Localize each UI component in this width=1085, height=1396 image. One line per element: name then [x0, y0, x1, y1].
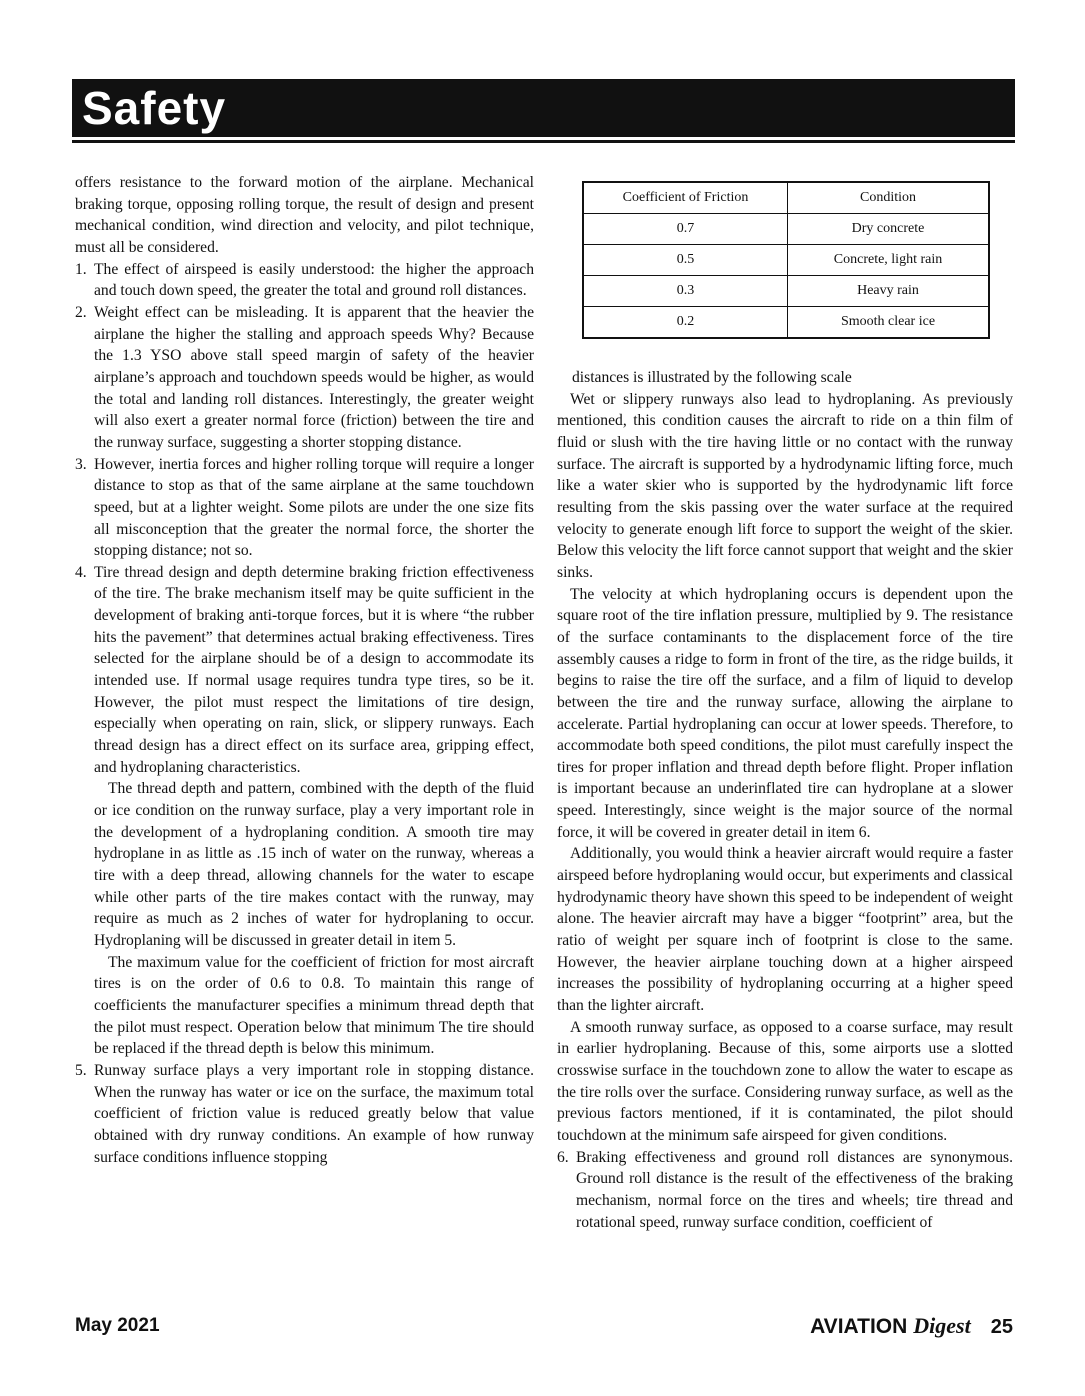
right-column — [557, 367, 1013, 1233]
left-column — [75, 172, 534, 1168]
coefficient-cell: 0.2 — [583, 307, 788, 339]
heavier-aircraft-paragraph: Additionally, you would think a heavier aircraft would require a faster airspeed before hydroplaning would occur, but experiments and classical hydrodynamic theory have shown this speed to be independent of weight alone. The heavier aircraft may have a bigger “footprint” area, but the ratio of weight per square inch of footprint is close to the same. However, the heavier airplane touching down at a higher airspeed increases the possibility of hydroplaning occurring at a higher speed than the lighter aircraft. — [557, 845, 1013, 1015]
hydroplaning-velocity-paragraph: The velocity at which hydroplaning occurs is dependent upon the square root of the tire inflation pressure, multiplied by 9. The resistance of the surface contaminants to the displacement force of the tire assembly causes a ridge to form in front of the tire, as the ridge builds, it begins to raise the tire off the surface, and a film of liquid to develop between the tire and the runway surface, allowing the airplane to accelerate. Partial hydroplaning can occur at lower speeds. Therefore, to accommodate both speed conditions, the pilot must carefully inspect the tires for proper inflation and thread depth before flight. Proper inflation is important because an underinflated tire can hydroplane at a slower speed. Interestingly, since weight is the major source of the normal force, it will be covered in greater detail in item 6. — [557, 585, 1013, 841]
table-row — [583, 276, 989, 307]
list-item-text: The effect of airspeed is easily understood: the higher the approach and touch down speed, the greater the total and ground roll distances. — [94, 260, 534, 300]
max-coefficient-paragraph: The maximum value for the coefficient of friction for most aircraft tires is on the order of 0.6 to 0.8. To maintain this range of coefficients the manufacturer specifies a minimum thread depth that the pilot must respect. Operation below that minimum The tire should be replaced if the thread depth is below this minimum. — [94, 953, 534, 1058]
table-row — [583, 214, 989, 245]
section-header-bar — [72, 79, 1015, 140]
page-number: 25 — [990, 1316, 1013, 1338]
coefficient-cell: 0.5 — [583, 245, 788, 276]
list-item-text: Braking effectiveness and ground roll distances are synonymous. Ground roll distance is the result of the effectiveness of the braking mechanism, normal force on the tires and wheels; tire thread and rotational speed, runway surface condition, coefficient of — [576, 1148, 1013, 1231]
list-number: 5. — [75, 1061, 87, 1079]
masthead-aviation: AVIATION — [810, 1315, 908, 1338]
list-number: 4. — [75, 563, 87, 581]
masthead-digest: Digest — [913, 1313, 971, 1338]
table-header-row — [583, 182, 989, 214]
list-number: 3. — [75, 455, 87, 473]
table-row — [583, 245, 989, 276]
table-header-coefficient: Coefficient of Friction — [583, 182, 788, 214]
table-header-condition: Condition — [788, 182, 990, 214]
intro-paragraph: offers resistance to the forward motion of the airplane. Mechanical braking torque, opposing rolling torque, the result of design and present mechanical condition, wind direction and velocity, and pilot technique, must all be considered. — [75, 174, 534, 256]
list-item-text: However, inertia forces and higher rolling torque will require a longer distance to stop as that of the same airplane at the same touchdown speed, but at a lighter weight. Some pilots are under the one size fits all misconception that the greater the normal force, the shorter the stopping distance; not so. — [94, 455, 534, 560]
thread-depth-paragraph: The thread depth and pattern, combined with the depth of the fluid or ice condition on the runway surface, play a very important role in the development of a hydroplaning condition. A smooth tire may hydroplane in as little as .15 inch of water on the runway, whereas a tire with a deep thread, allowing channels for the water to escape while other parts of the tire makes contact with the runway, may require as much as 2 inches of water for hydroplaning to occur. Hydroplaning will be discussed in greater detail in item 5. — [94, 780, 534, 949]
condition-cell: Dry concrete — [788, 214, 990, 245]
smooth-runway-paragraph: A smooth runway surface, as opposed to a coarse surface, may result in earlier hydroplaning. Because of this, some airports use a slotted crosswise surface in the touchdown zone to allow the water to escape as the tire rolls over the surface. Considering runway surface, as well as the previous factors mentioned, if it is contaminated, the pilot should touchdown at the minimum safe airspeed for given conditions. — [557, 1018, 1013, 1144]
list-item-text: Runway surface plays a very important role in stopping distance. When the runway has water or ice on the surface, the maximum total coefficient of friction value is reduced greatly below that value obtained with dry runway conditions. An example of how runway surface conditions influence stopping — [94, 1061, 534, 1166]
scale-lead-line: distances is illustrated by the following scale — [572, 369, 852, 386]
footer-masthead — [810, 1313, 1013, 1339]
list-item-text: Tire thread design and depth determine braking friction effectiveness of the tire. The brake mechanism itself may be quite sufficient in the development of braking anti-torque forces, but it is where “the rubber hits the pavement” that determines actual braking effectiveness. Tires selected for the airplane should be of a design to accommodate its intended use. If normal usage requires tundra type tires, so be it. However, the pilot must respect the limitations of tire design, especially when operating on rain, slick, or slippery runways. Each thread design has a direct effect on its surface area, gripping effect, and hydroplaning characteristics. — [94, 563, 534, 776]
coefficient-cell: 0.3 — [583, 276, 788, 307]
list-item-2 — [75, 302, 534, 454]
list-number: 6. — [557, 1148, 569, 1166]
list-item-5 — [75, 1060, 534, 1168]
list-item-3 — [75, 454, 534, 562]
hydroplaning-paragraph: Wet or slippery runways also lead to hydroplaning. As previously mentioned, this condition causes the aircraft to ride on a thin film of fluid or slush with the tire having little or no contact with the runway surface. The aircraft is supported by a hydrodynamic lifting force, much like a water skier who is supported by the hydrodynamic lift force resulting from the skis passing over the water surface at the required velocity to generate enough lift force to support the weight of the skier. Below this velocity the lift force cannot support that weight and the skier sinks. — [557, 390, 1013, 581]
condition-cell: Concrete, light rain — [788, 245, 990, 276]
list-number: 1. — [75, 260, 87, 278]
section-title: Safety — [82, 82, 227, 134]
friction-coefficient-table — [582, 181, 990, 339]
list-item-text: Weight effect can be misleading. It is apparent that the heavier the airplane the higher the stalling and approach speeds Why? Because the 1.3 YSO above stall speed margin of safety of the heavier airplane’s approach and touchdown speeds would be higher, as would the total and landing roll distances. Interestingly, the greater weight will also exert a greater normal force (friction) between the tire and the runway surface, suggesting a shorter stopping distance. — [94, 303, 534, 451]
list-item-4 — [75, 562, 534, 779]
condition-cell: Heavy rain — [788, 276, 990, 307]
coefficient-cell: 0.7 — [583, 214, 788, 245]
list-number: 2. — [75, 303, 87, 321]
table-row — [583, 307, 989, 339]
issue-date: May 2021 — [75, 1315, 160, 1336]
list-item-1 — [75, 259, 534, 302]
condition-cell: Smooth clear ice — [788, 307, 990, 339]
list-item-6 — [557, 1147, 1013, 1234]
